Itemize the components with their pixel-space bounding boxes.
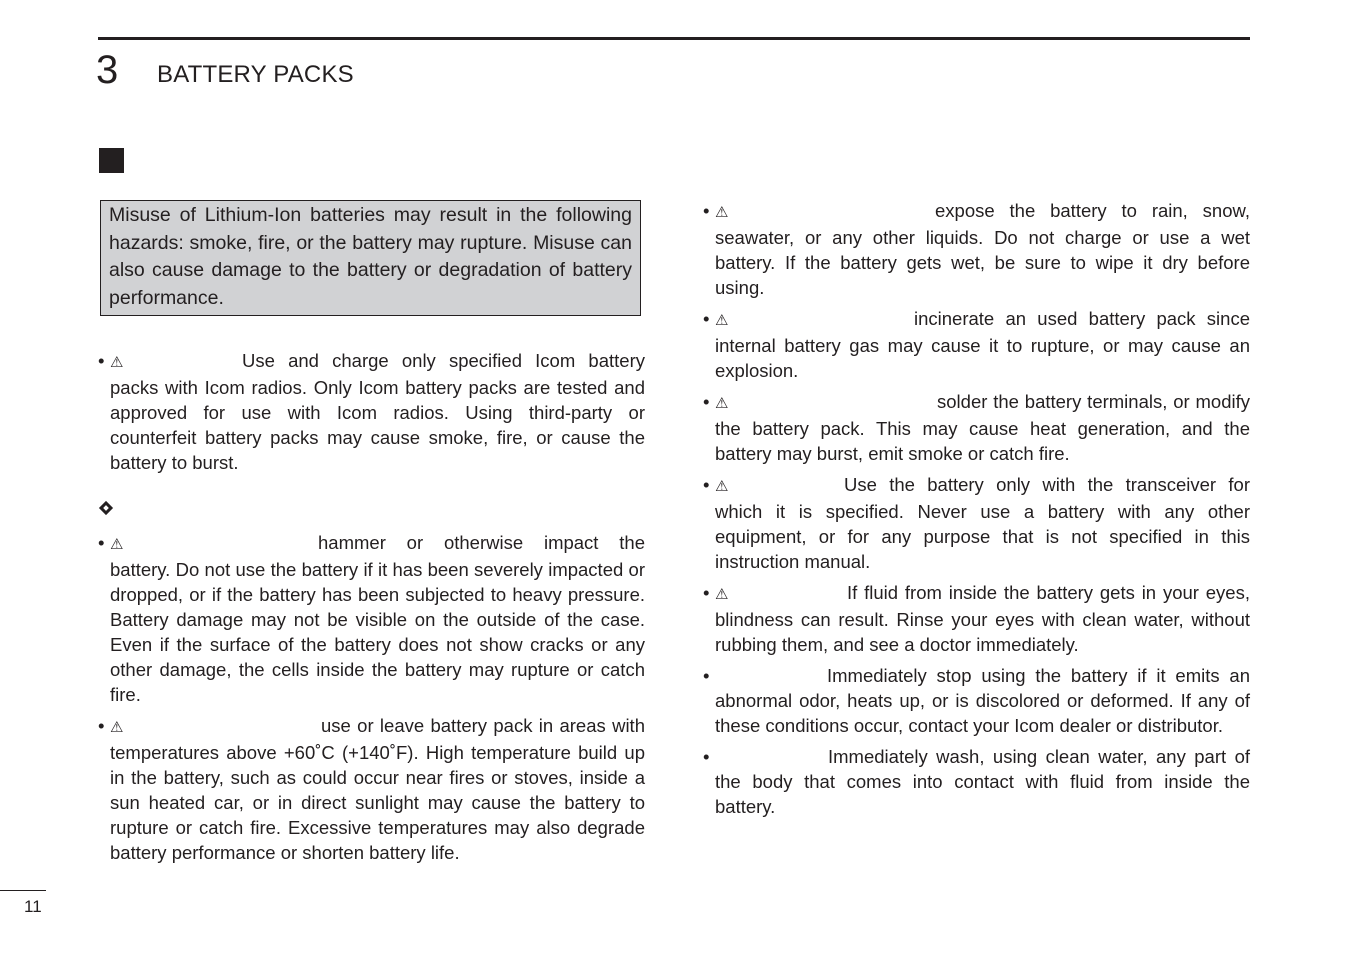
list-item: [98, 530, 645, 707]
bullet: •: [98, 350, 105, 371]
item-text: hammer or otherwise impact the battery. Do not use the battery if it has been severely impacted or dropped, or if the battery has been subjected to heavy pressure. Battery damage may not be visible on the outside of the case. Even if the surface of the battery does not show cracks or any other damage, the cells inside the battery may rupture or catch fire.: [110, 532, 645, 705]
item-text: If fluid from inside the battery gets in your eyes, blindness can result. Rinse your eyes with clean water, without rubbing them, and see a doctor immediately.: [715, 582, 1250, 655]
item-text: incinerate an used battery pack since internal battery gas may cause it to rupture, or may cause an explosion.: [715, 308, 1250, 381]
list-item: [703, 580, 1250, 657]
warning-icon: ⚠: [715, 312, 729, 329]
right-column: [703, 198, 1250, 825]
bullet: •: [98, 532, 105, 553]
item-text: expose the battery to rain, snow, seawater, or any other liquids. Do not charge or use a wet battery. If the battery gets wet, be sure to wipe it dry before using.: [715, 200, 1250, 298]
item-text: use or leave battery pack in areas with temperatures above +60˚C (+140˚F). High temperature build up in the battery, such as could occur near fires or stoves, inside a sun heated car, or in direct sunlight may cause the battery to rupture or catch fire. Excessive temperatures may also degrade battery performance or shorten battery life.: [110, 715, 645, 863]
item-text: solder the battery terminals, or modify the battery pack. This may cause heat generation, and the battery may burst, emit smoke or catch fire.: [715, 391, 1250, 464]
warning-callout: [100, 200, 641, 316]
warning-icon: ⚠: [110, 536, 124, 553]
warning-icon: ⚠: [715, 204, 729, 221]
warning-icon: ⚠: [715, 478, 729, 495]
item-text: Use the battery only with the transceiver for which it is specified. Never use a battery with any other equipment, or for any purpose that is not specified in this instruction manual.: [715, 474, 1250, 572]
list-item: [703, 744, 1250, 819]
list-item: [703, 198, 1250, 300]
section-marker-icon: [99, 148, 124, 173]
item-text: Immediately wash, using clean water, any part of the body that comes into contact with fluid from inside the battery.: [715, 746, 1250, 817]
list-item: [703, 472, 1250, 574]
item-text: Use and charge only specified Icom battery packs with Icom radios. Only Icom battery packs are tested and approved for use with Icom radios. Using third-party or counterfeit battery packs may cause smoke, fire, or cause the battery to burst.: [110, 350, 645, 473]
left-column: [98, 348, 645, 871]
bullet: •: [703, 746, 710, 767]
page-number: 11: [24, 897, 42, 916]
item-text: Immediately stop using the battery if it emits an abnormal odor, heats up, or is discolored or deformed. If any of these conditions occur, contact your Icom dealer or distributor.: [715, 665, 1250, 736]
bullet: •: [703, 391, 710, 412]
warning-icon: ⚠: [715, 395, 729, 412]
callout-text: Misuse of Lithium-Ion batteries may result in the following hazards: smoke, fire, or the battery may rupture. Misuse can also cause damage to the battery or degradation of battery performance.: [109, 204, 632, 309]
warning-icon: ⚠: [110, 354, 124, 371]
list-item: [98, 348, 645, 475]
top-rule: [98, 37, 1250, 40]
bullet: •: [98, 715, 105, 736]
bullet: •: [703, 308, 710, 329]
bullet: •: [703, 474, 710, 495]
list-item: [703, 306, 1250, 383]
diamond-icon: [99, 501, 113, 515]
bullet: •: [703, 665, 710, 686]
chapter-title: BATTERY PACKS: [157, 61, 354, 88]
bullet: •: [703, 582, 710, 603]
subsection-marker: [98, 494, 645, 530]
list-item: [703, 663, 1250, 738]
footer-rule: [0, 890, 46, 891]
list-item: [703, 389, 1250, 466]
list-item: [98, 713, 645, 865]
warning-icon: ⚠: [715, 586, 729, 603]
bullet: •: [703, 200, 710, 221]
chapter-number: 3: [96, 48, 119, 92]
warning-icon: ⚠: [110, 719, 124, 736]
